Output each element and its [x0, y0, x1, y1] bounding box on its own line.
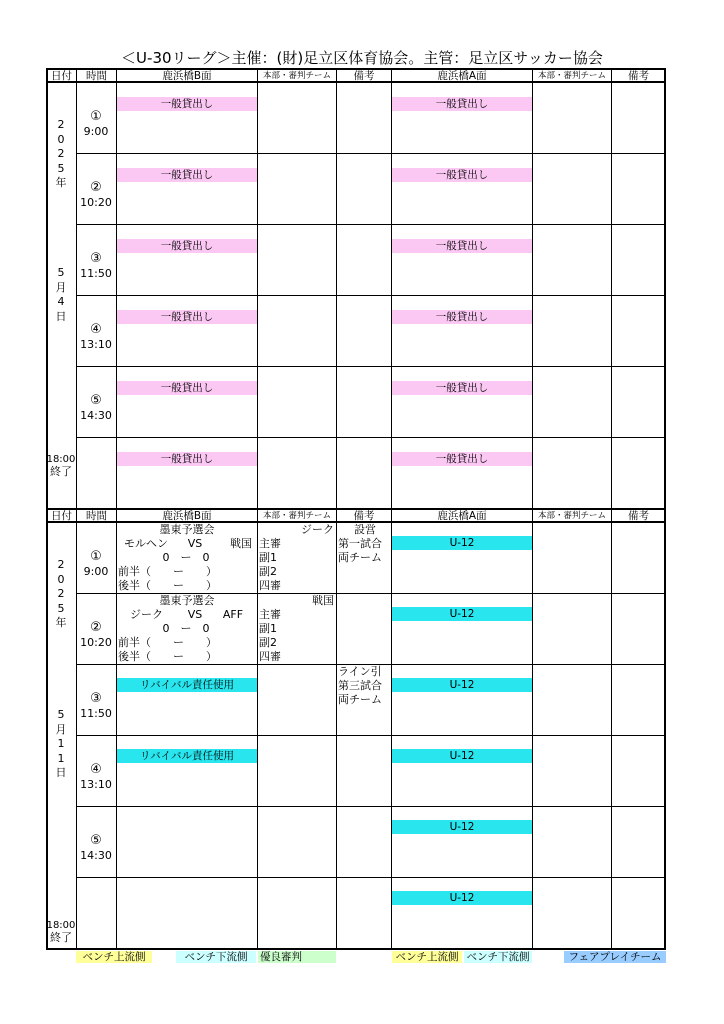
field-a-booking: 一般貸出し	[392, 239, 532, 253]
match2-staff-team: 戦国	[312, 594, 334, 607]
end-time: 18:00	[46, 920, 76, 931]
legend-bench-down: ベンチ下流側	[176, 951, 256, 963]
date-char: 5	[57, 708, 65, 721]
match1-referee: 副1	[259, 551, 277, 564]
match1-staff-team: ジーク	[301, 523, 334, 536]
match2-score: 0 ー 0	[162, 622, 210, 635]
match1-note: 両チーム	[338, 551, 382, 564]
revival-booking: リバイバル責任使用	[117, 678, 257, 692]
header-field-a: 鹿浜橋A面	[391, 508, 533, 522]
legend-fairplay: フェアプレイチーム	[564, 951, 666, 963]
field-a-booking: 一般貸出し	[392, 381, 532, 395]
match1-note: 設営	[354, 523, 376, 536]
date-char: 2	[57, 118, 65, 131]
date-char: 月	[55, 280, 67, 294]
field-a-booking: 一般貸出し	[392, 97, 532, 111]
header-staff-a: 本部・審判チーム	[532, 508, 612, 522]
end-time: 18:00	[46, 454, 76, 465]
match1-first-half: 前半（ ー ）	[118, 565, 217, 578]
match1-away: 戦国	[230, 537, 252, 550]
slot-number: ②	[90, 620, 102, 635]
slot-time: 11:50	[80, 267, 112, 280]
schedule-block-day1	[46, 68, 666, 506]
field-a-booking: 一般貸出し	[392, 452, 532, 466]
match1-competition: 墨東予選会	[159, 523, 215, 536]
end-label: 終了	[50, 931, 72, 944]
field-b-booking: 一般貸出し	[117, 168, 257, 182]
date-char: 0	[57, 572, 65, 586]
header-time: 時間	[76, 508, 117, 522]
slot-number: ④	[90, 322, 102, 337]
header-notes-b: 備考	[336, 68, 392, 82]
match2-vs: VS	[187, 608, 203, 621]
match1-referee: 四審	[259, 579, 281, 592]
field-b-booking: 一般貸出し	[117, 97, 257, 111]
slot-time: 10:20	[80, 636, 112, 649]
header-notes-b: 備考	[336, 508, 392, 522]
date-char: 2	[57, 587, 65, 600]
header-notes-a: 備考	[611, 68, 666, 82]
date-char: 日	[55, 309, 67, 323]
match1-score: 0 ー 0	[162, 551, 210, 564]
slot-number: ①	[90, 549, 102, 564]
field-a-booking: U-12	[392, 820, 532, 834]
match2-referee: 副2	[259, 636, 277, 649]
match2-referee: 副1	[259, 622, 277, 635]
header-staff-b: 本部・審判チーム	[257, 68, 337, 82]
slot-number: ①	[90, 109, 102, 124]
page-title: ＜U-30リーグ＞主催：(財)足立区体育協会。主管：足立区サッカー協会	[121, 49, 603, 67]
slot-time: 14:30	[80, 849, 112, 862]
date-char: 2	[57, 558, 65, 571]
slot-number: ③	[90, 691, 102, 706]
slot-time: 9:00	[83, 125, 109, 138]
date-char: 月	[55, 722, 67, 736]
match2-competition: 墨東予選会	[159, 594, 215, 607]
header-field-b: 鹿浜橋B面	[116, 68, 258, 82]
date-char: 日	[55, 766, 67, 779]
slot-number: ④	[90, 762, 102, 777]
header-field-b: 鹿浜橋B面	[116, 508, 258, 522]
header-time: 時間	[76, 68, 117, 82]
slot3-note: 第三試合	[338, 679, 382, 692]
match2-referee: 主審	[259, 608, 281, 621]
slot-number: ②	[90, 180, 102, 195]
slot-time: 13:10	[80, 778, 112, 791]
header-staff-b: 本部・審判チーム	[257, 508, 337, 522]
slot-time: 13:10	[80, 338, 112, 351]
match1-referee: 主審	[259, 537, 281, 550]
table-frame	[46, 68, 666, 510]
match2-referee: 四審	[259, 650, 281, 663]
slot3-note: 両チーム	[338, 693, 382, 706]
revival-booking: リバイバル責任使用	[117, 749, 257, 763]
match1-referee: 副2	[259, 565, 277, 578]
header-date: 日付	[46, 68, 77, 82]
header-staff-a: 本部・審判チーム	[532, 68, 612, 82]
legend-bench-down-2: ベンチ下流側	[464, 951, 532, 963]
match1-home: モルヘン	[124, 537, 168, 550]
header-field-a: 鹿浜橋A面	[391, 68, 533, 82]
date-char: 0	[57, 132, 65, 146]
field-b-booking: 一般貸出し	[117, 310, 257, 324]
slot-time: 10:20	[80, 196, 112, 209]
match2-home: ジーク	[130, 608, 163, 621]
field-a-booking: 一般貸出し	[392, 168, 532, 182]
slot-time: 11:50	[80, 707, 112, 720]
end-label: 終了	[50, 465, 72, 478]
legend-bench-up-2: ベンチ上流側	[392, 951, 462, 963]
date-char: 年	[55, 176, 67, 189]
date-char: 4	[57, 295, 65, 308]
field-a-booking: U-12	[392, 607, 532, 621]
match1-note: 第一試合	[338, 537, 382, 550]
slot-number: ③	[90, 251, 102, 266]
match2-first-half: 前半（ ー ）	[118, 636, 217, 649]
date-char: 1	[57, 751, 65, 765]
slot-number: ⑤	[90, 833, 102, 848]
match2-second-half: 後半（ ー ）	[118, 650, 217, 663]
match2-away: AFF	[222, 608, 244, 621]
date-char: 2	[57, 147, 65, 160]
header-notes-a: 備考	[611, 508, 666, 522]
match1-second-half: 後半（ ー ）	[118, 579, 217, 592]
slot-time: 9:00	[83, 565, 109, 578]
date-char: 1	[57, 737, 65, 750]
field-a-booking: U-12	[392, 749, 532, 763]
field-b-booking: 一般貸出し	[117, 452, 257, 466]
field-a-booking: U-12	[392, 536, 532, 550]
slot3-note: ライン引	[338, 665, 382, 678]
field-b-booking: 一般貸出し	[117, 381, 257, 395]
field-a-booking: U-12	[392, 678, 532, 692]
slot-time: 14:30	[80, 409, 112, 422]
date-char: 5	[57, 161, 65, 175]
legend-good-referee: 優良審判	[258, 951, 336, 963]
date-char: 5	[57, 266, 65, 279]
field-a-booking: 一般貸出し	[392, 310, 532, 324]
slot-number: ⑤	[90, 393, 102, 408]
date-char: 年	[55, 616, 67, 629]
field-a-booking: U-12	[392, 891, 532, 905]
legend-bench-up: ベンチ上流側	[76, 951, 152, 963]
schedule-block-day2	[46, 508, 666, 948]
date-char: 5	[57, 601, 65, 615]
match1-vs: VS	[187, 537, 203, 550]
header-date: 日付	[46, 508, 77, 522]
field-b-booking: 一般貸出し	[117, 239, 257, 253]
